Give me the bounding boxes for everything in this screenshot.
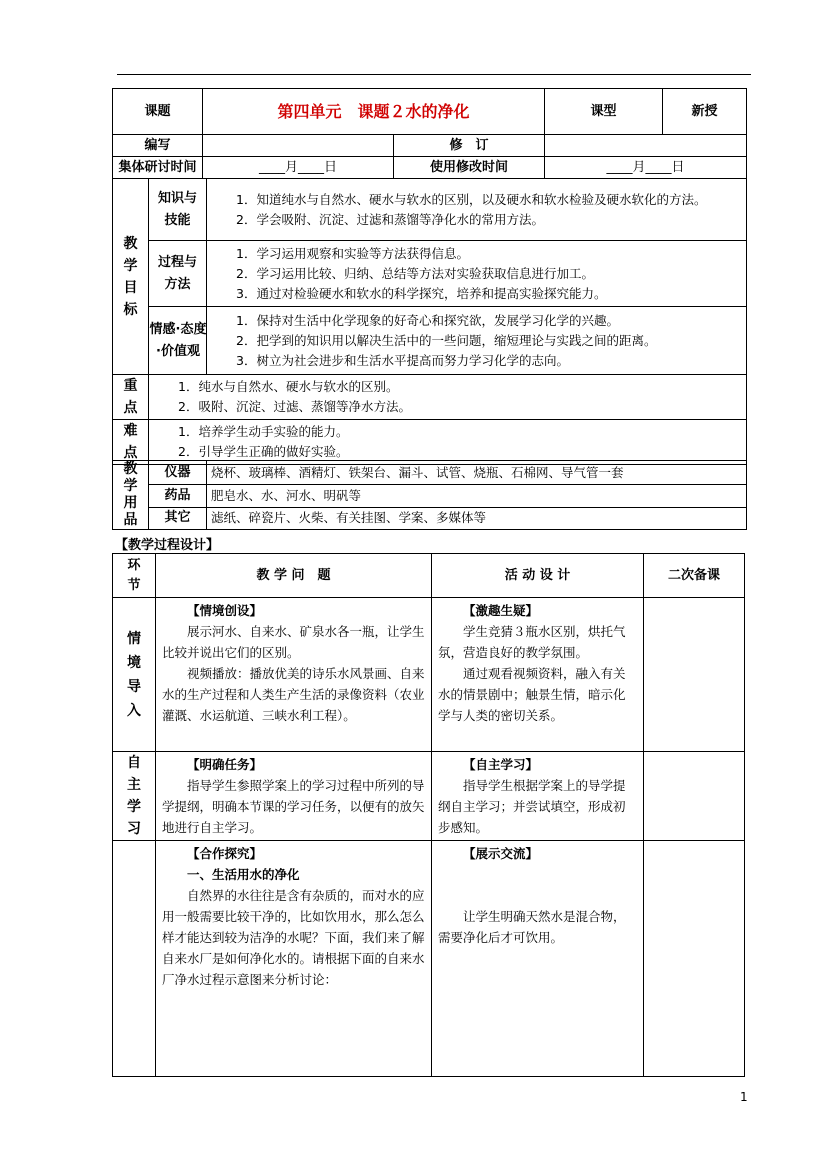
supply-value: 烧杯、玻璃棒、酒精灯、铁架台、漏斗、试管、烧瓶、石棉网、导气管一套 [207,461,747,485]
goal-category-text: 过程与方法 [157,254,197,292]
goal-line: 1．保持对生活中化学现象的好奇心和探究欲，发展学习化学的兴趣。 [236,312,619,328]
difficulties-label-text: 难点 [123,423,138,461]
goal-category [149,179,207,241]
stage-cell [113,752,156,841]
problem-title: 【合作探究】 [187,846,263,861]
problem-header: 教 学 问 题 [156,554,432,598]
key-points-label-text: 重点 [123,378,138,416]
edit-label: 编写 [113,135,203,157]
activity-cell [432,752,644,841]
goal-line: 2．学会吸附、沉淀、过滤和蒸馏等净化水的常用方法。 [236,211,544,227]
stage-text: 自主学习 [127,755,141,837]
problem-cell [156,841,432,1077]
supplies-table [112,460,747,530]
goal-lines [207,307,747,375]
notes-cell[interactable] [644,752,745,841]
activity-header: 活 动 设 计 [432,554,644,598]
goal-line: 1．知道纯水与自然水、硬水与软水的区别，以及硬水和软水检验及硬水软化的方法。 [236,191,707,207]
problem-paragraph: 展示河水、自来水、矿泉水各一瓶，让学生比较并说出它们的区别。 [162,624,425,660]
notes-header: 二次备课 [644,554,745,598]
lesson-title: 第四单元 课题２水的净化 [203,89,545,135]
goal-category-text: 情感·态度·价值观 [149,321,207,359]
problem-paragraph: 指导学生参照学案上的学习过程中所列的导学提纲，明确本节课的学习任务，以便有的放矢地进行自主学习。 [162,778,425,835]
goal-lines [207,179,747,241]
study-time-label: 集体研讨时间 [113,157,203,179]
supply-name: 其它 [149,507,207,529]
problem-subtitle: 一、生活用水的净化 [187,867,300,882]
goal-category [149,307,207,375]
stage-header-text: 环节 [127,557,141,593]
key-points-lines [149,375,747,420]
difficulty-line: 2．引导学生正确的做好实验。 [178,444,349,459]
stage-cell [113,598,156,752]
supply-value: 滤纸、碎瓷片、火柴、有关挂图、学案、多媒体等 [207,507,747,529]
problem-paragraph: 自然界的水往往是含有杂质的，而对水的应用一般需要比较干净的，比如饮用水，那么怎么样才能达到较为洁净的水呢？下面，我们来了解自来水厂是如何净化水的。请根据下面的自来水厂净水过程示意图来分析讨论： [162,888,425,987]
lesson-label: 课题 [113,89,203,135]
notes-cell[interactable] [644,598,745,752]
use-time-label: 使用修改时间 [394,157,545,179]
use-time-value: ____月____日 [545,157,747,179]
activity-title: 【激趣生疑】 [463,603,539,618]
goals-label [113,179,149,375]
stage-text: 情境导入 [127,630,141,719]
activity-title: 【自主学习】 [463,757,539,772]
key-point-line: 1．纯水与自然水、硬水与软水的区别。 [178,379,399,394]
difficulties-label [113,420,149,465]
goal-lines [207,241,747,307]
goal-category-text: 知识与技能 [157,190,197,228]
process-table [112,553,745,1077]
activity-paragraph: 指导学生根据学案上的导学提纲自主学习；并尝试填空，形成初步感知。 [438,778,626,835]
activity-paragraph: 通过观看视频资料，融入有关水的情景剧中；触景生情，暗示化学与人类的密切关系。 [438,666,626,723]
page-number: 1 [740,1090,748,1104]
key-point-line: 2．吸附、沉淀、过滤、蒸馏等净水方法。 [178,399,411,414]
activity-paragraph: 让学生明确天然水是混合物，需要净化后才可饮用。 [438,909,626,945]
revise-value[interactable] [545,135,747,157]
goals-label-text: 教学目标 [123,235,138,318]
activity-paragraph: 学生竞猜３瓶水区别，烘托气氛，营造良好的教学氛围。 [438,624,626,660]
notes-cell[interactable] [644,841,745,1077]
revise-label: 修 订 [394,135,545,157]
problem-title: 【明确任务】 [187,757,263,772]
difficulty-line: 1．培养学生动手实验的能力。 [178,424,349,439]
problem-paragraph: 视频播放：播放优美的诗乐水风景画、自来水的生产过程和人类生产生活的录像资料（农业灌溉、水运航道、三峡水利工程）。 [162,666,425,723]
edit-value[interactable] [203,135,394,157]
difficulties-lines [149,420,747,465]
header-rule [117,74,751,75]
goal-line: 1．学习运用观察和实验等方法获得信息。 [236,245,469,261]
problem-title: 【情境创设】 [187,603,263,618]
goal-line: 3．通过对检验硬水和软水的科学探究，培养和提高实验探究能力。 [236,285,607,301]
stage-header [113,554,156,598]
stage-cell [113,841,156,1077]
supply-name: 仪器 [149,461,207,485]
process-section-title: 【教学过程设计】 [115,538,220,553]
lesson-info-table [112,88,747,179]
goal-category [149,241,207,307]
supplies-label-text: 教学用品 [123,461,138,528]
supplies-label [113,461,149,530]
goal-line: 3．树立为社会进步和生活水平提高而努力学习化学的志向。 [236,352,569,368]
activity-cell [432,598,644,752]
activity-title: 【展示交流】 [463,846,539,861]
goal-line: 2．学习运用比较、归纳、总结等方法对实验获取信息进行加工。 [236,265,594,281]
problem-cell [156,598,432,752]
goal-line: 2．把学到的知识用以解决生活中的一些问题，缩短理论与实践之间的距离。 [236,332,657,348]
spacer [438,864,637,906]
key-points-label [113,375,149,420]
type-value: 新授 [663,89,747,135]
activity-cell [432,841,644,1077]
supply-name: 药品 [149,485,207,507]
supply-value: 肥皂水、水、河水、明矾等 [207,485,747,507]
study-time-value: ____月____日 [203,157,394,179]
type-label: 课型 [545,89,663,135]
problem-cell [156,752,432,841]
goals-table [112,178,747,465]
